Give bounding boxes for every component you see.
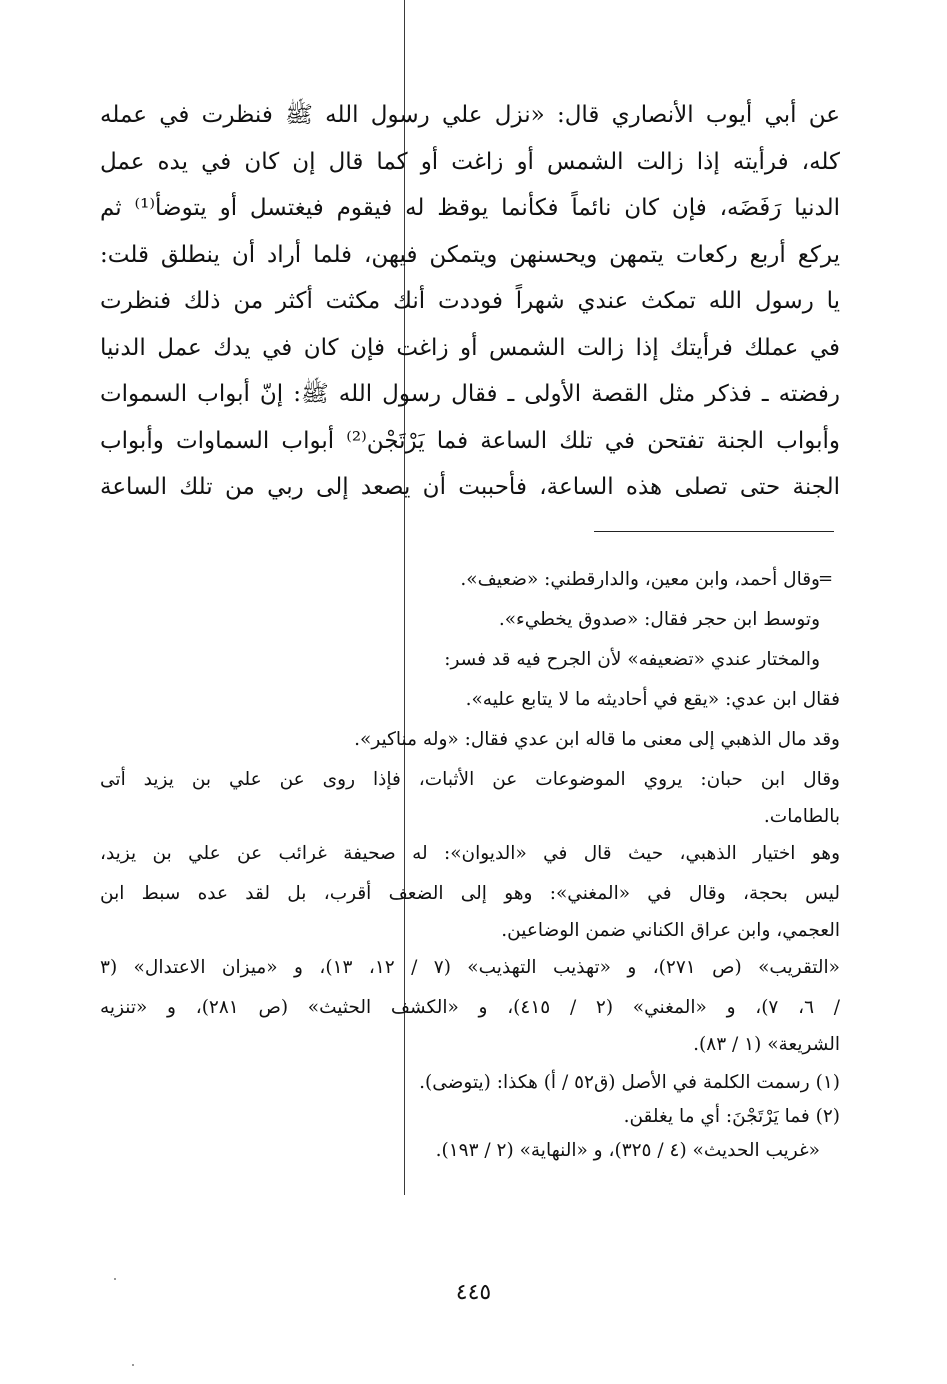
main-text-line: وأبواب الجنة تفتحن في تلك الساعة فما يَرْتَجْن⁽²⁾ أبواب السماوات وأبواب xyxy=(100,427,840,454)
footnote-line: وقال أحمد، وابن معين، والدارقطني: «ضعيف». xyxy=(460,569,820,590)
footnote-line: فقال ابن عدي: «يقع في أحاديثه ما لا يتابع عليه». xyxy=(465,689,840,710)
main-text-line: يركع أربع ركعات يتمهن ويحسنهن ويتمكن فيهن، فلما أراد أن ينطلق قلت: xyxy=(100,241,840,268)
main-text-line: الدنيا رَفَضَه، فإن كان نائماً فكأنما يوقظ له فيقوم فيغتسل أو يتوضأ⁽¹⁾ ثم xyxy=(100,195,840,221)
footnote-line: والمختار عندي «تضعيفه» لأن الجرح فيه قد فسر: xyxy=(444,649,820,670)
footnote-separator xyxy=(594,531,834,532)
main-text-line: في عملك فرأيتك إذا زالت الشمس أو زاغت فإن كان في يدك عمل الدنيا xyxy=(100,334,840,361)
footnote-continuation-mark: = xyxy=(818,568,834,589)
main-text-block xyxy=(100,92,840,511)
footnote-line: ليس بحجة، وقال في «المغني»: وهو إلى الضعف أقرب، بل لقد عده سبط ابن xyxy=(100,883,840,904)
footnotes-block xyxy=(100,560,840,1168)
main-text-line: الجنة حتى تصلى هذه الساعة، فأحببت أن يصعد إلى ربي من تلك الساعة xyxy=(100,474,840,500)
footnote-line: «غريب الحديث» (٤ / ٣٢٥)، و «النهاية» (٢ / ١٩٣). xyxy=(435,1140,820,1161)
footnote-line: بالطامات. xyxy=(763,806,840,827)
main-text-line: كله، فرأيته إذا زالت الشمس أو زاغت أو كما قال إن كان في يده عمل xyxy=(100,148,840,175)
footnote-line: العجمي، وابن عراق الكناني ضمن الوضاعين. xyxy=(501,920,840,941)
scan-speck xyxy=(114,1278,116,1280)
scan-speck xyxy=(132,1364,134,1366)
footnote-line: وقال ابن حبان: يروي الموضوعات عن الأثبات، فإذا روى عن علي بن يزيد أتى xyxy=(100,769,840,790)
page-number: ٤٤٥ xyxy=(455,1280,492,1305)
footnote-line: الشريعة» (١ / ٨٣). xyxy=(693,1034,840,1055)
footnote-line: / ٦، ٧)، و «المغني» (٢ / ٤١٥)، و «الكشف الحثيث» (ص ٢٨١)، و «تنزيه xyxy=(100,997,840,1018)
footnote-line: «التقريب» (ص ٢٧١)، و «تهذيب التهذيب» (٧ / ١٢، ١٣)، و «ميزان الاعتدال» (٣ xyxy=(100,957,840,978)
footnote-line: وهو اختيار الذهبي، حيث قال في «الديوان»: له صحيفة غرائب عن علي بن يزيد، xyxy=(100,843,840,864)
main-text-line: عن أبي أيوب الأنصاري قال: «نزل علي رسول الله ﷺ فنظرت في عمله xyxy=(100,102,840,128)
footnote-2: (٢) فما يَرْتَجْنَ: أي ما يغلقن. xyxy=(623,1106,840,1127)
main-text-line: رفضته ـ فذكر مثل القصة الأولى ـ فقال رسول الله ﷺ: إنّ أبواب السموات xyxy=(100,381,840,407)
main-text-line: يا رسول الله تمكث عندي شهراً فوددت أنك مكثت أكثر من ذلك فنظرت xyxy=(100,288,840,314)
footnote-line: وقد مال الذهبي إلى معنى ما قاله ابن عدي فقال: «وله مناكير». xyxy=(354,729,840,750)
footnote-line: وتوسط ابن حجر فقال: «صدوق يخطيء». xyxy=(498,609,820,630)
footnote-1: (١) رسمت الكلمة في الأصل (ق٥٢ / أ) هكذا: (يتوضى). xyxy=(419,1072,840,1093)
